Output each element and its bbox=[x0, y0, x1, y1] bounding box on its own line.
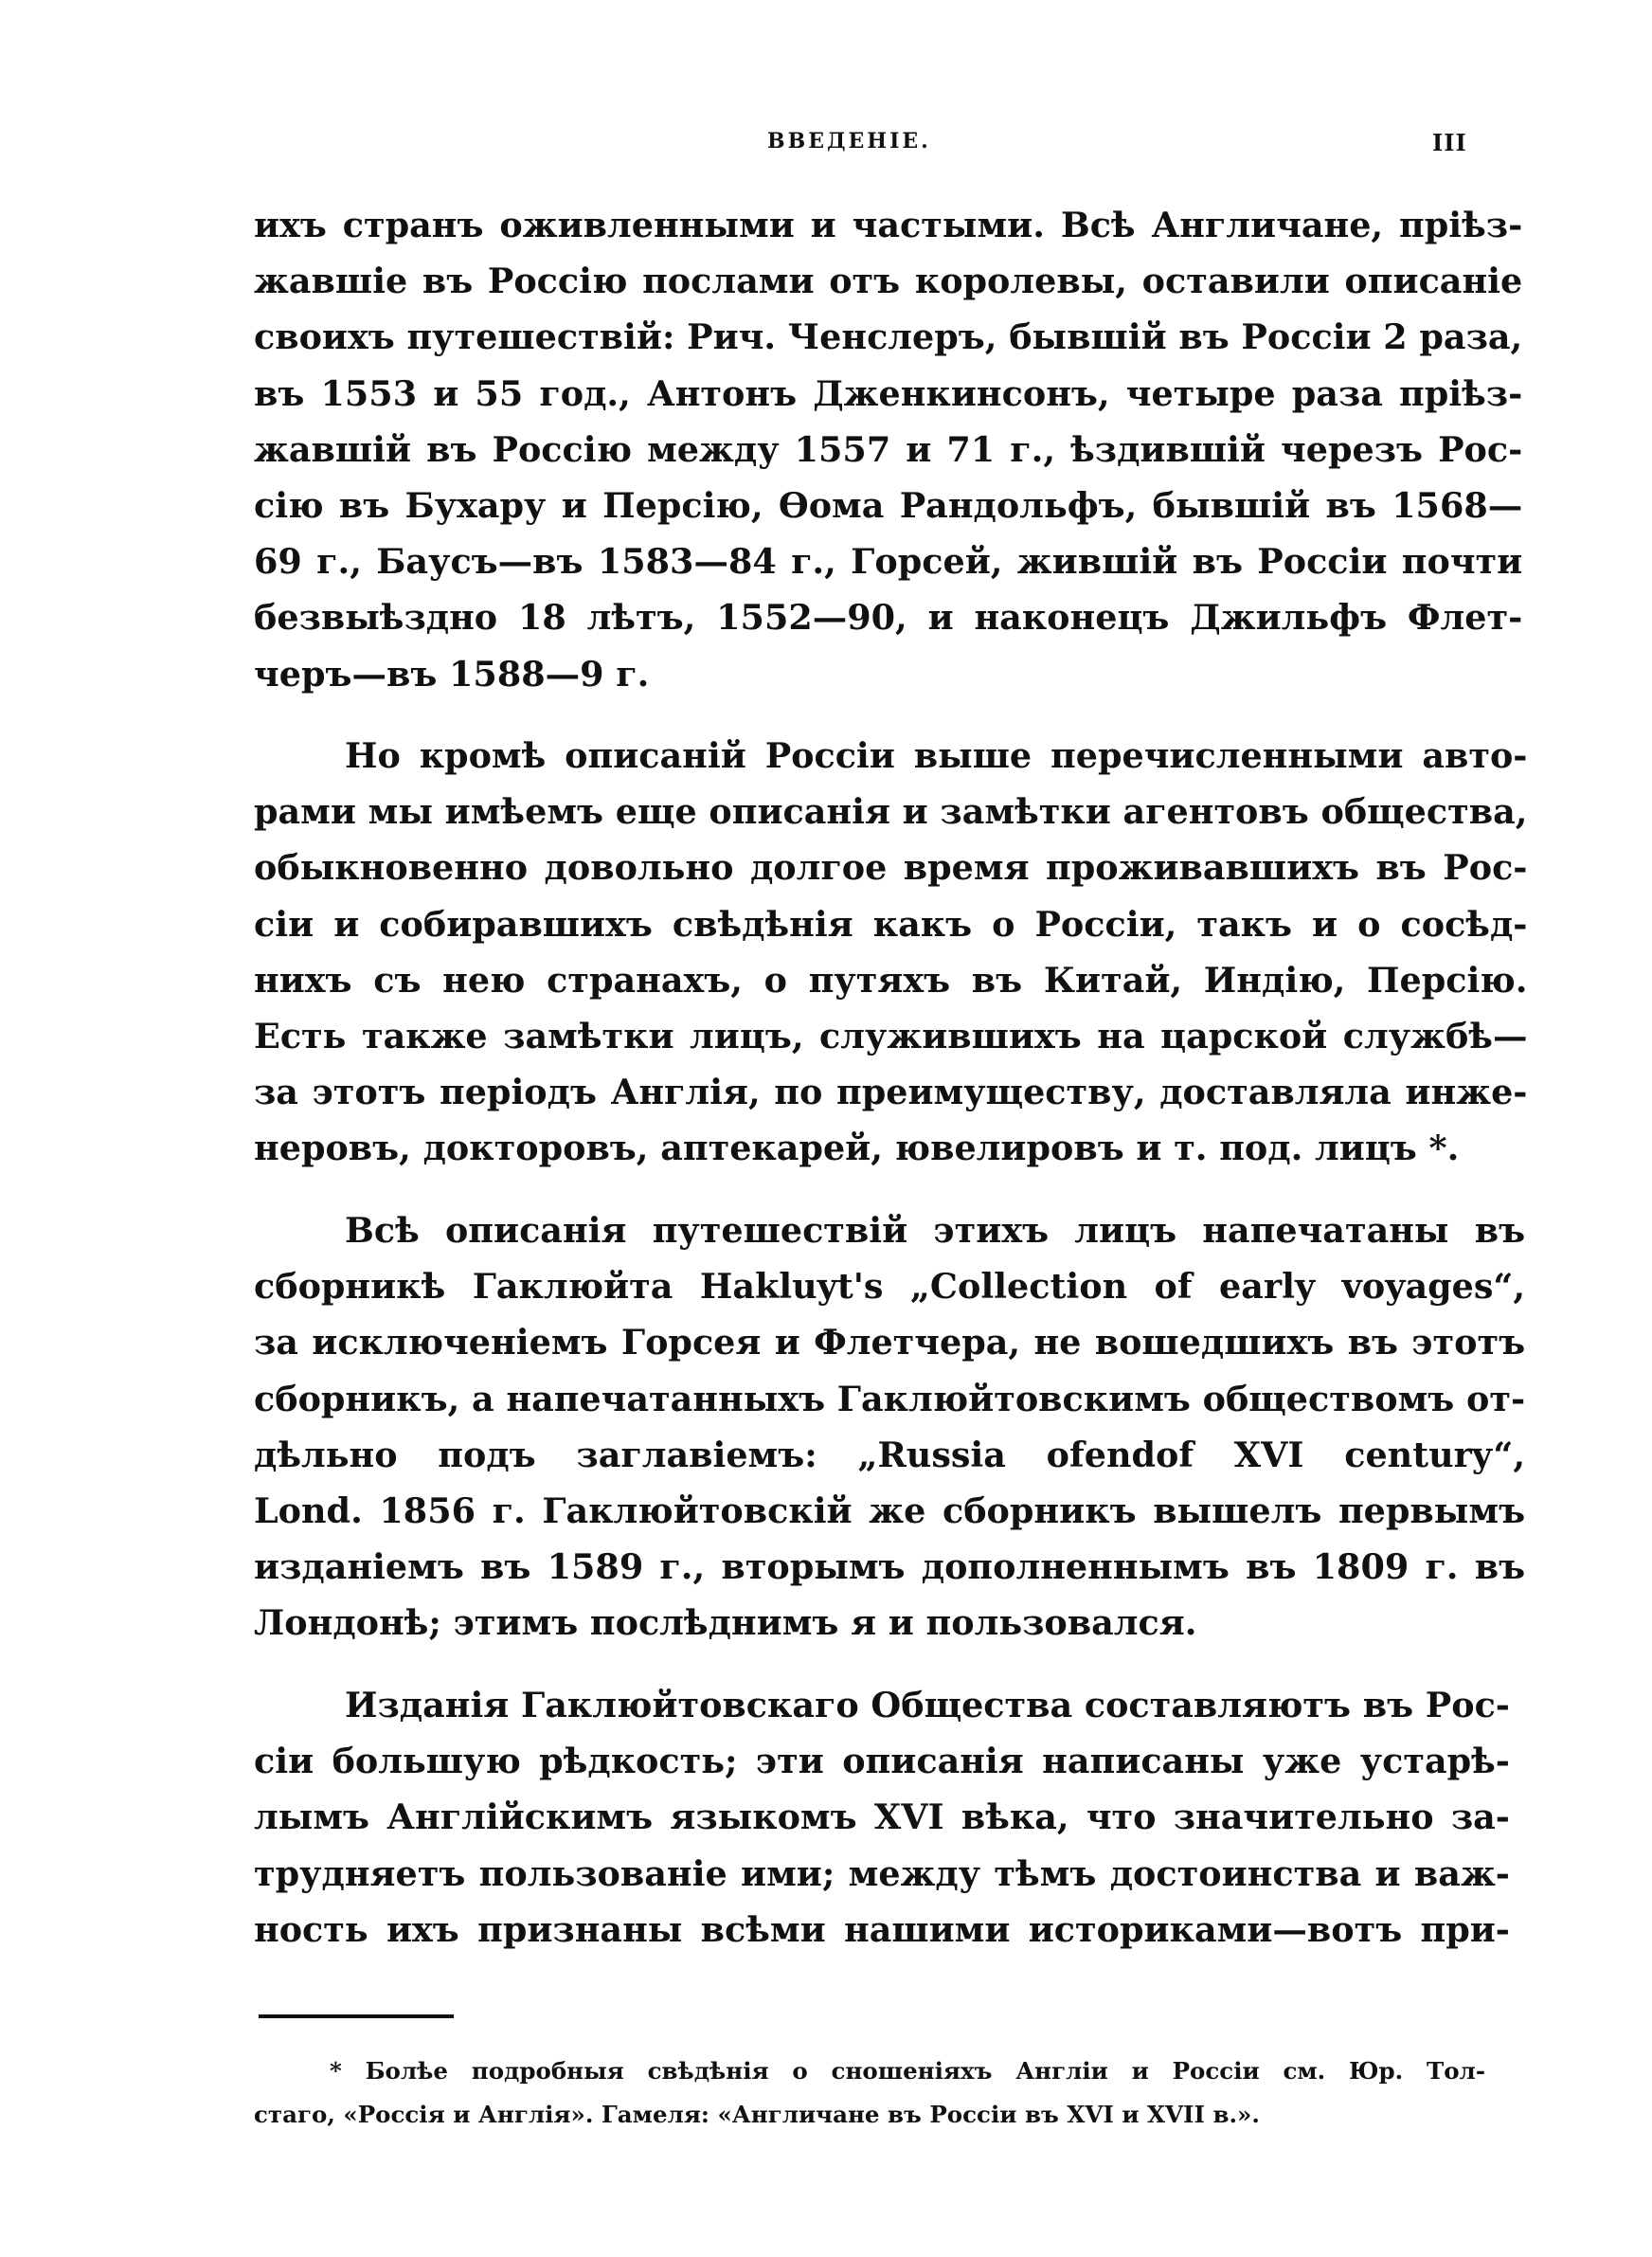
footnote-line: * Болѣе подробныя свѣдѣнія о сношеніяхъ Англіи и Россіи см. Юр. Тол- bbox=[330, 2057, 1485, 2085]
text-line: ихъ странъ оживленными и частыми. Всѣ Англичане, пріѣз- bbox=[254, 205, 1523, 245]
footnote-separator bbox=[259, 2014, 454, 2018]
text-line: изданіемъ въ 1589 г., вторымъ дополненнымъ въ 1809 г. въ bbox=[254, 1546, 1526, 1588]
text-line: за исключеніемъ Горсея и Флетчера, не вошедшихъ въ этотъ bbox=[254, 1322, 1526, 1363]
running-head: ВВЕДЕНІЕ. bbox=[767, 129, 931, 153]
text-line: неровъ, докторовъ, аптекарей, ювелировъ и т. под. лицъ *. bbox=[254, 1128, 1460, 1169]
page-number: III bbox=[1432, 129, 1467, 156]
text-line: черъ—въ 1588—9 г. bbox=[254, 653, 650, 695]
text-line: своихъ путешествій: Рич. Ченслеръ, бывшій въ Россіи 2 раза, bbox=[254, 316, 1523, 358]
text-line: Изданія Гаклюйтовскаго Общества составляютъ въ Рос- bbox=[345, 1685, 1510, 1725]
text-line: за этотъ періодъ Англія, по преимуществу, доставляла инже- bbox=[254, 1072, 1528, 1113]
text-line: дѣльно подъ заглавіемъ: „Russia ofendof XVI century“, bbox=[254, 1434, 1526, 1475]
text-line: въ 1553 и 55 год., Антонъ Дженкинсонъ, четыре раза пріѣз- bbox=[254, 372, 1523, 414]
text-line: Есть также замѣтки лицъ, служившихъ на царской службѣ— bbox=[254, 1016, 1528, 1057]
text-line: Лондонѣ; этимъ послѣднимъ я и пользовался. bbox=[254, 1602, 1197, 1644]
page-header bbox=[0, 129, 1652, 167]
text-line: сіи и собиравшихъ свѣдѣнія какъ о Россіи, такъ и о сосѣд- bbox=[254, 903, 1528, 945]
text-line: трудняетъ пользованіе ими; между тѣмъ достоинства и важ- bbox=[254, 1852, 1510, 1894]
text-line: безвыѣздно 18 лѣтъ, 1552—90, и наконецъ Джильфъ Флет- bbox=[254, 597, 1523, 639]
text-line: рами мы имѣемъ еще описанія и замѣтки агентовъ общества, bbox=[254, 791, 1528, 833]
footnote bbox=[254, 2049, 1485, 2137]
text-line: сію въ Бухару и Персію, Ѳома Рандольфъ, бывшій въ 1568— bbox=[254, 485, 1523, 527]
text-line: 69 г., Баусъ—въ 1583—84 г., Горсей, жившій въ Россіи почти bbox=[254, 541, 1523, 583]
text-line: лымъ Англійскимъ языкомъ XVI вѣка, что значительно за- bbox=[254, 1797, 1510, 1838]
text-line: жавшіе въ Россію послами отъ королевы, оставили описаніе bbox=[254, 261, 1523, 302]
paragraph-3 bbox=[254, 1202, 1525, 1652]
paragraph-4 bbox=[254, 1677, 1510, 1958]
text-line: сборникѣ Гаклюйта Hakluyt's „Collection of early voyages“, bbox=[254, 1266, 1526, 1308]
text-line: сіи большую рѣдкость; эти описанія написаны уже устарѣ- bbox=[254, 1741, 1510, 1782]
text-line: обыкновенно довольно долгое время проживавшихъ въ Рос- bbox=[254, 847, 1528, 889]
text-line: Всѣ описанія путешествій этихъ лицъ напечатаны въ bbox=[345, 1210, 1526, 1251]
paragraph-1 bbox=[254, 197, 1522, 702]
paragraph-2 bbox=[254, 728, 1527, 1177]
text-line: сборникъ, а напечатанныхъ Гаклюйтовскимъ обществомъ от- bbox=[254, 1378, 1526, 1419]
text-line: Lond. 1856 г. Гаклюйтовскій же сборникъ вышелъ первымъ bbox=[254, 1490, 1526, 1532]
text-line: Но кромѣ описаній Россіи выше перечисленными авто- bbox=[345, 735, 1528, 776]
text-line: ность ихъ признаны всѣми нашими историками—вотъ при- bbox=[254, 1908, 1510, 1950]
text-line: нихъ съ нею странахъ, о путяхъ въ Китай, Индію, Персію. bbox=[254, 959, 1528, 1001]
text-line: жавшій въ Россію между 1557 и 71 г., ѣздившій черезъ Рос- bbox=[254, 428, 1523, 470]
footnote-line: стаго, «Россія и Англія». Гамеля: «Англичане въ Россіи въ XVI и XVII в.». bbox=[254, 2101, 1260, 2128]
